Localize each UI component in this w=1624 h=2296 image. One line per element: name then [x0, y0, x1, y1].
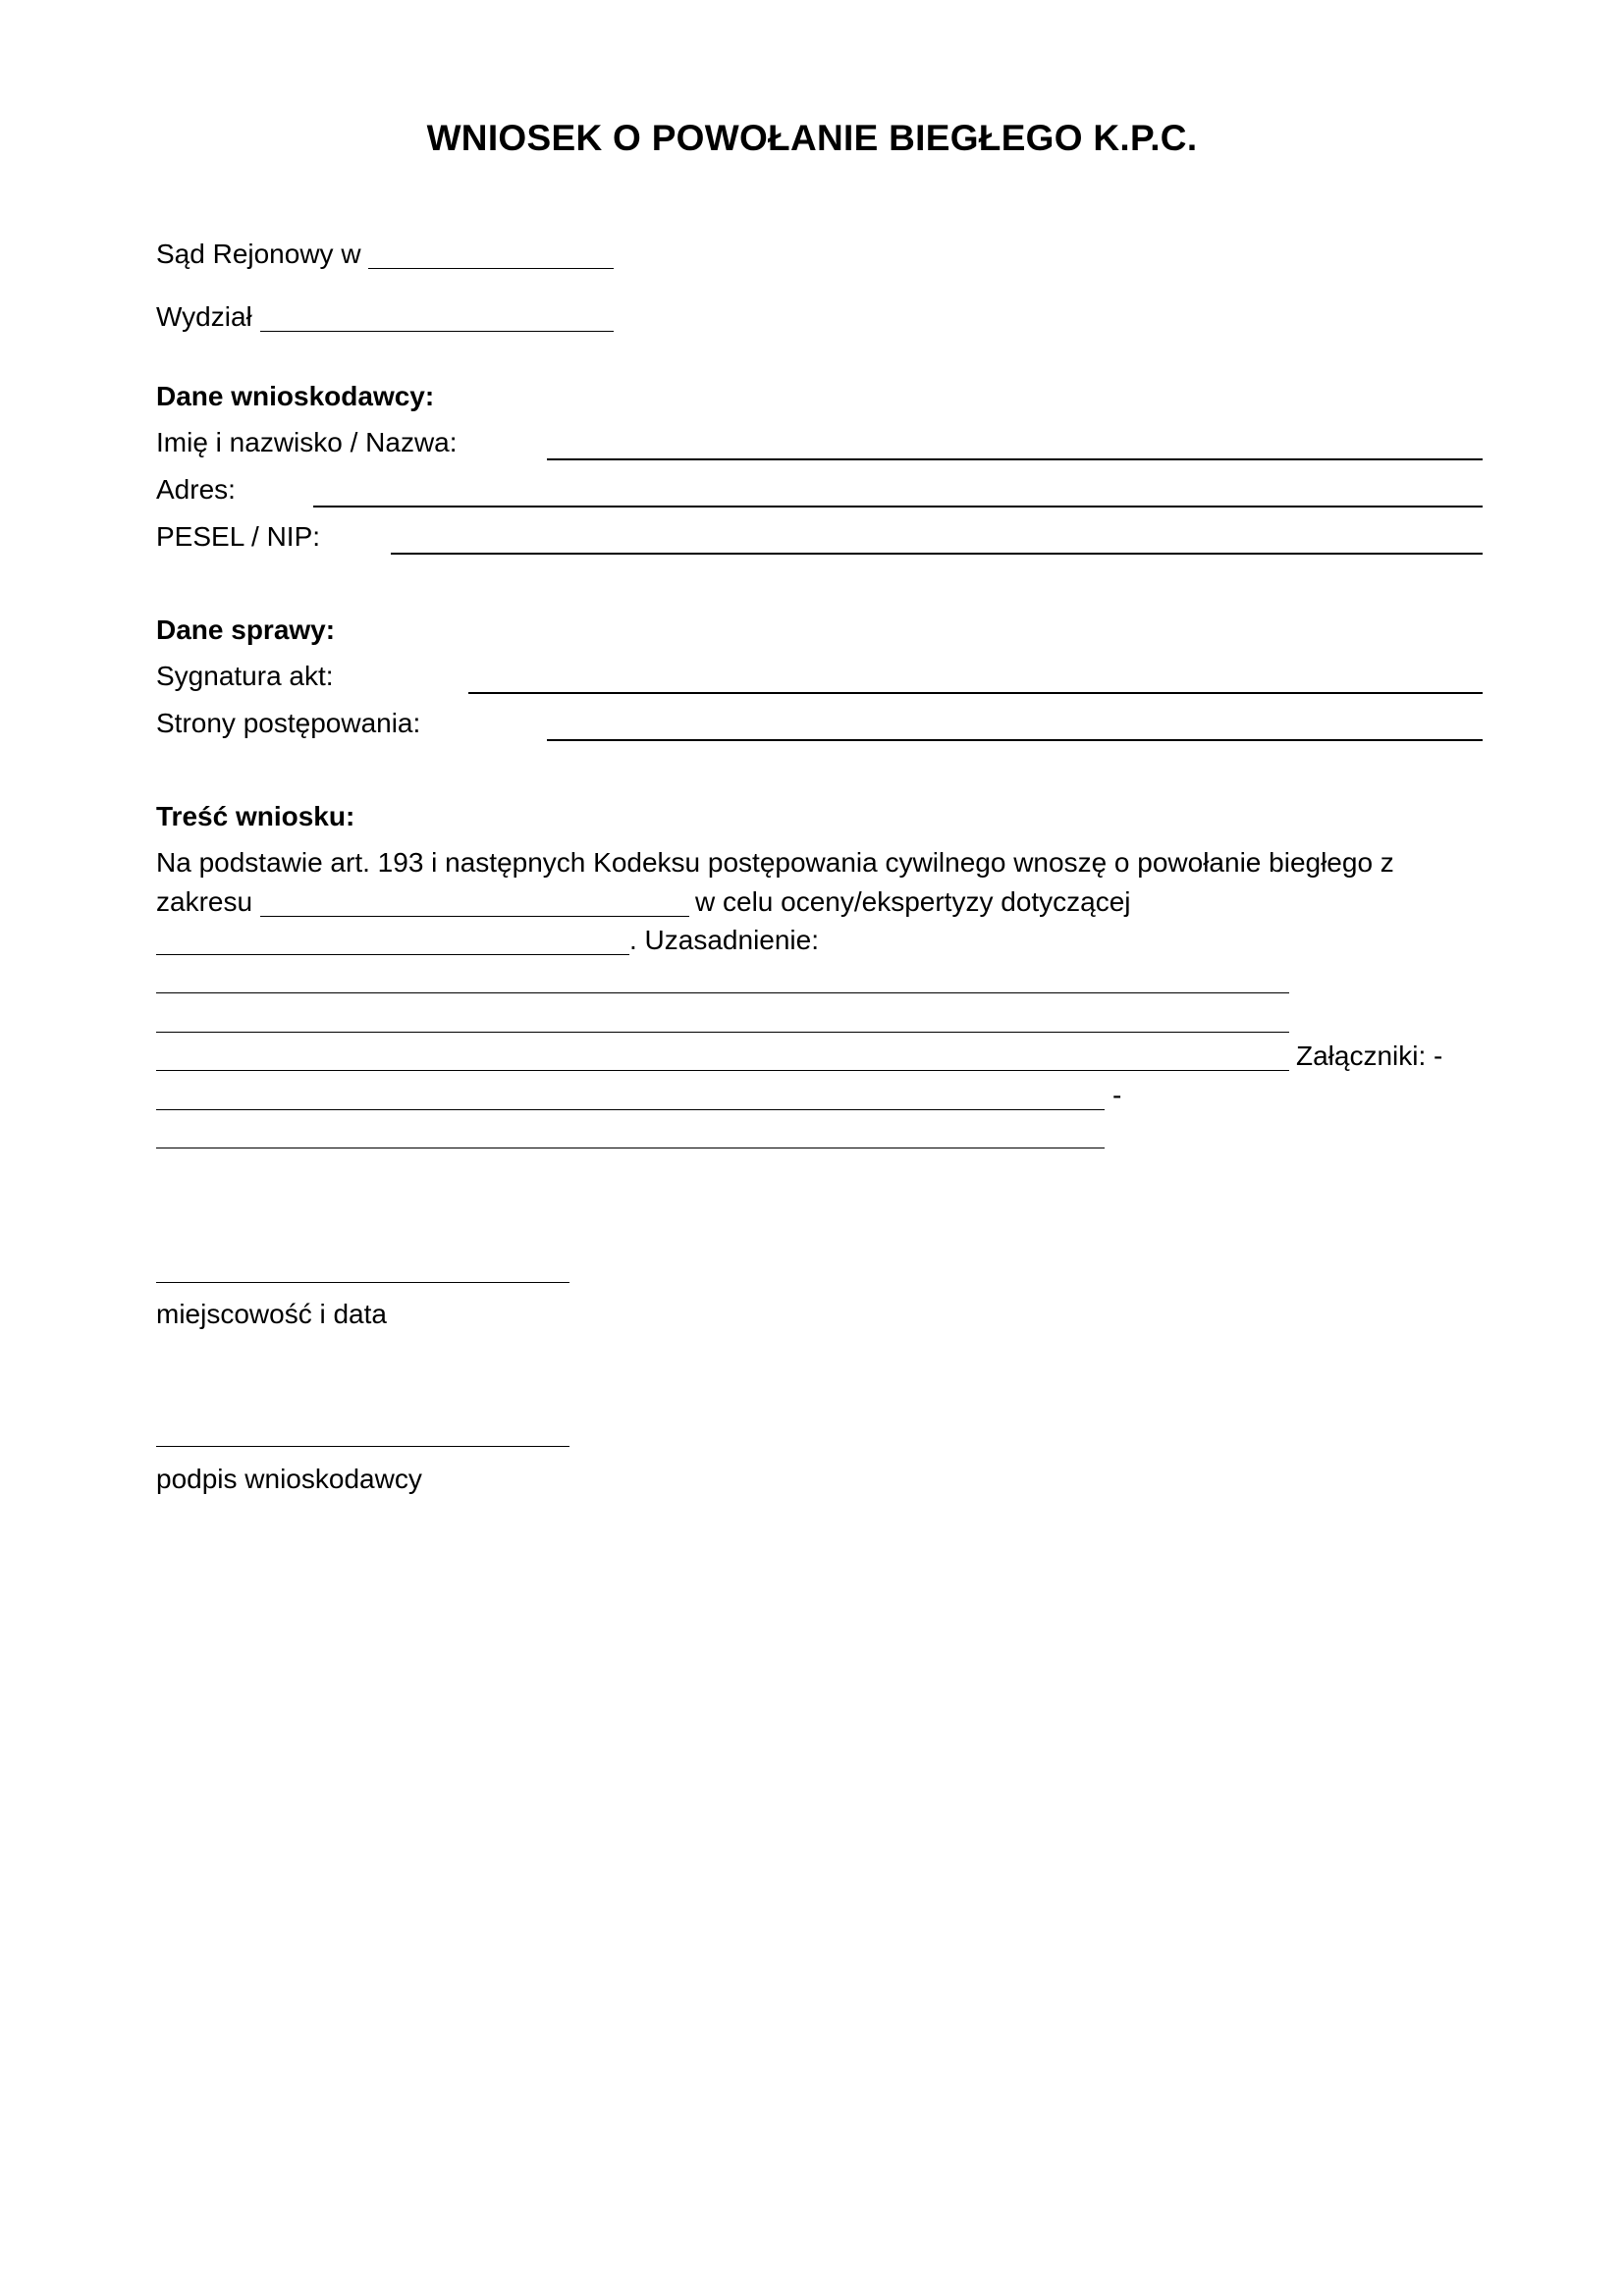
- place-date-label: miejscowość i data: [156, 1299, 387, 1329]
- applicant-address-label: Adres:: [156, 474, 236, 505]
- content-scope-label: zakresu: [156, 886, 253, 917]
- place-date-field[interactable]: [156, 1282, 569, 1283]
- case-parties-label: Strony postępowania:: [156, 708, 421, 738]
- case-section-heading: Dane sprawy:: [156, 614, 336, 645]
- content-paragraph-line-1: Na podstawie art. 193 i następnych Kodeksu postępowania cywilnego wnoszę o powołanie biegłego z: [156, 847, 1394, 878]
- expert-scope-field[interactable]: [260, 916, 689, 917]
- case-signature-label: Sygnatura akt:: [156, 661, 334, 691]
- attachments-label: Załączniki: -: [1296, 1041, 1443, 1071]
- signature-label: podpis wnioskodawcy: [156, 1464, 422, 1494]
- applicant-section-heading: Dane wnioskodawcy:: [156, 381, 435, 411]
- court-name-field[interactable]: [368, 268, 614, 269]
- signature-field[interactable]: [156, 1446, 569, 1447]
- content-purpose-label: w celu oceny/ekspertyzy dotyczącej: [695, 886, 1131, 917]
- department-field[interactable]: [260, 331, 614, 332]
- justification-line-3[interactable]: [156, 1070, 1289, 1071]
- attachment-dash: -: [1112, 1080, 1122, 1110]
- applicant-id-label: PESEL / NIP:: [156, 521, 321, 552]
- assessment-subject-field[interactable]: [156, 954, 629, 955]
- case-parties-field[interactable]: [547, 739, 1483, 741]
- applicant-id-field[interactable]: [391, 553, 1483, 555]
- justification-line-2[interactable]: [156, 1032, 1289, 1033]
- case-signature-field[interactable]: [468, 692, 1483, 694]
- justification-line-1[interactable]: [156, 992, 1289, 993]
- document-title: WNIOSEK O POWOŁANIE BIEGŁEGO K.P.C.: [426, 118, 1198, 158]
- court-label: Sąd Rejonowy w: [156, 239, 361, 269]
- justification-label: . Uzasadnienie:: [629, 925, 820, 955]
- applicant-address-field[interactable]: [313, 506, 1483, 507]
- department-label: Wydział: [156, 301, 252, 332]
- applicant-name-field[interactable]: [547, 458, 1483, 460]
- applicant-name-label: Imię i nazwisko / Nazwa:: [156, 427, 458, 457]
- attachment-line-1[interactable]: [156, 1109, 1105, 1110]
- content-section-heading: Treść wniosku:: [156, 801, 355, 831]
